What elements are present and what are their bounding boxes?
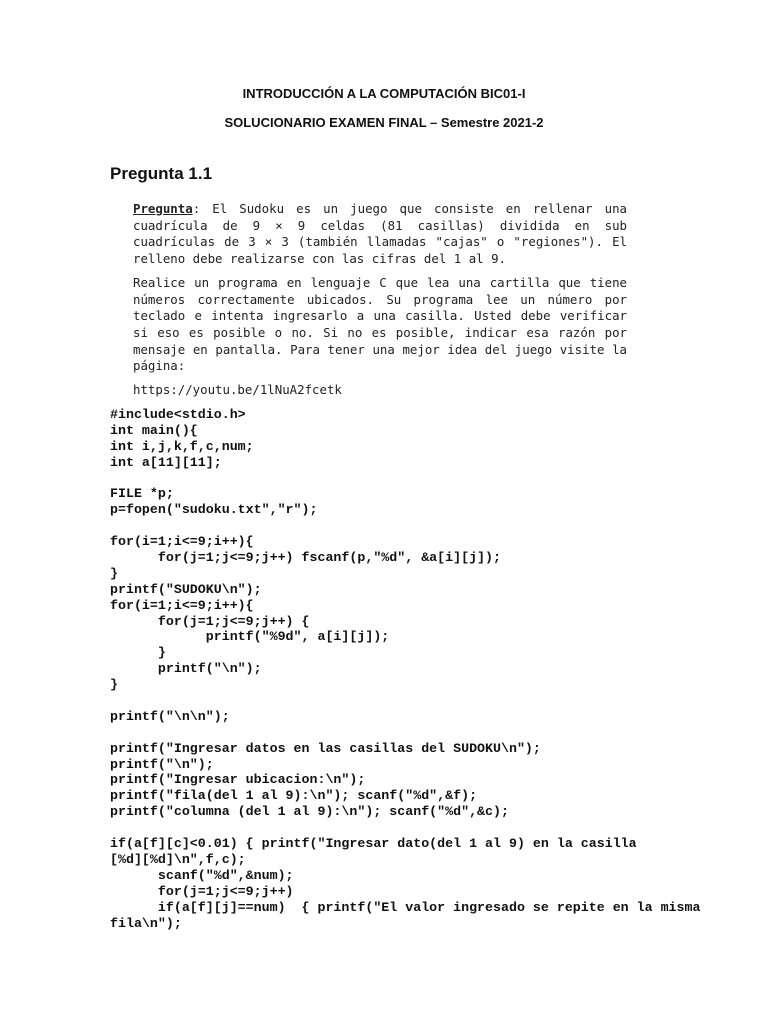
code-line: p=fopen("sudoku.txt","r"); [110, 502, 318, 518]
code-block [110, 407, 760, 931]
code-line: int a[11][11]; [110, 454, 222, 470]
question-link[interactable]: https://youtu.be/1lNuA2fcetk [133, 382, 342, 398]
code-line: [%d][%d]\n",f,c); [110, 851, 246, 867]
code-line: printf("Ingresar datos en las casillas del SUDOKU\n"); [110, 740, 541, 756]
code-line: } [110, 645, 166, 661]
code-line: for(j=1;j<=9;j++) fscanf(p,"%d", &a[i][j]); [110, 550, 501, 566]
question-paragraph-2: Realice un programa en lenguaje C que lea una cartilla que tiene números correctamente ubicados. Su programa lee un número por teclado e intenta ingresarlo a una casilla. Usted debe verificar si eso es posible o no. Si no es posible, indicar esa razón por mensaje en pantalla. Para tener una mejor idea del juego visite la página: [133, 274, 627, 374]
code-line: for(j=1;j<=9;j++) { [110, 613, 310, 629]
code-line: fila\n"); [110, 915, 182, 931]
code-line: printf("\n"); [110, 756, 214, 772]
code-line: printf("%9d", a[i][j]); [110, 629, 390, 645]
code-line: if(a[f][j]==num) { printf("El valor ingresado se repite en la misma [110, 899, 701, 915]
code-line: printf("SUDOKU\n"); [110, 581, 262, 597]
exam-title: SOLUCIONARIO EXAMEN FINAL – Semestre 2021-2 [224, 115, 544, 130]
question-text-1: : El Sudoku es un juego que consiste en rellenar una cuadrícula de 9 × 9 celdas (81 casillas) dividida en sub cuadrículas de 3 × 3 (también llamadas "cajas" o "regiones"). El relleno debe realizarse con las cifras del 1 al 9. [133, 201, 627, 267]
code-line: printf("fila(del 1 al 9):\n"); scanf("%d",&f); [110, 788, 478, 804]
code-line [110, 518, 760, 534]
code-line: int main(){ [110, 422, 198, 438]
code-line [110, 471, 760, 487]
code-line: for(i=1;i<=9;i++){ [110, 597, 254, 613]
code-line: int i,j,k,f,c,num; [110, 438, 254, 454]
code-line: if(a[f][c]<0.01) { printf("Ingresar dato(del 1 al 9) en la casilla [110, 836, 637, 852]
code-line: #include<stdio.h> [110, 407, 246, 422]
question-label: Pregunta [133, 201, 193, 216]
code-line: } [110, 565, 118, 581]
question-paragraph-1 [133, 201, 627, 268]
code-line: FILE *p; [110, 486, 174, 502]
code-line: scanf("%d",&num); [110, 867, 294, 883]
code-line: for(j=1;j<=9;j++) [110, 883, 294, 899]
code-line [110, 820, 760, 836]
code-line: printf("\n\n"); [110, 708, 230, 724]
code-line [110, 693, 760, 709]
code-line [110, 725, 760, 741]
code-line: } [110, 677, 118, 693]
code-line: printf("\n"); [110, 661, 262, 677]
code-line: printf("Ingresar ubicacion:\n"); [110, 772, 366, 788]
code-line: for(i=1;i<=9;i++){ [110, 534, 254, 550]
code-line: printf("columna (del 1 al 9):\n"); scanf("%d",&c); [110, 804, 509, 820]
course-title: INTRODUCCIÓN A LA COMPUTACIÓN BIC01-I [242, 86, 526, 101]
question-box [133, 201, 627, 406]
question-heading: Pregunta 1.1 [110, 164, 213, 183]
